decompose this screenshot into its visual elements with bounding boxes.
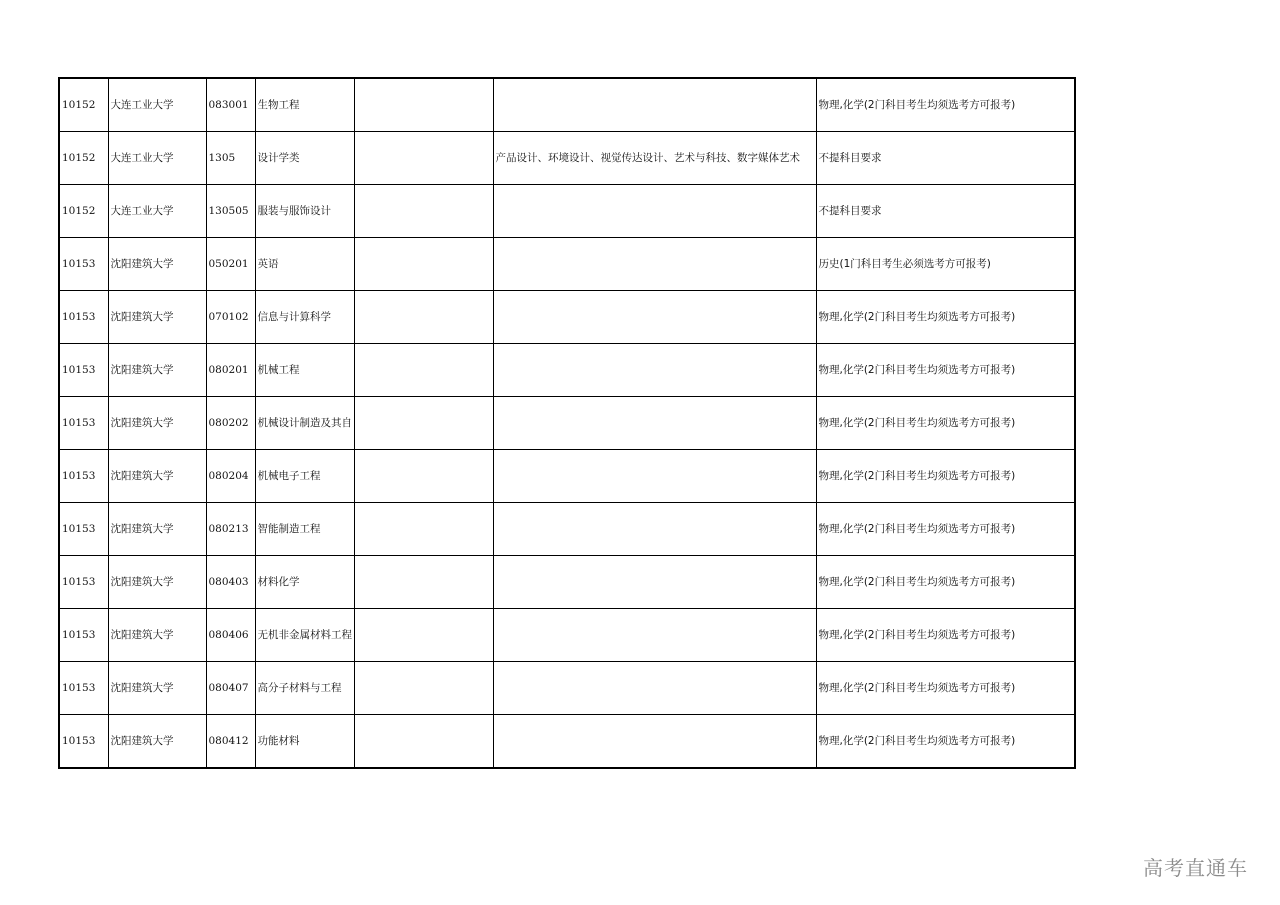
included-majors-cell xyxy=(493,715,816,769)
subject-requirement-cell: 物理,化学(2门科目考生均须选考方可报考) xyxy=(816,344,1075,397)
included-majors-cell xyxy=(493,78,816,132)
school-code-cell: 10152 xyxy=(59,132,108,185)
major-code-cell: 080202 xyxy=(206,397,255,450)
major-name-cell: 机械电子工程 xyxy=(255,450,354,503)
table-row xyxy=(59,503,1075,556)
school-name-cell: 沈阳建筑大学 xyxy=(108,503,206,556)
major-name-cell: 无机非金属材料工程 xyxy=(255,609,354,662)
major-name-cell: 设计学类 xyxy=(255,132,354,185)
school-name-cell: 沈阳建筑大学 xyxy=(108,397,206,450)
major-code-cell: 130505 xyxy=(206,185,255,238)
school-name-cell: 沈阳建筑大学 xyxy=(108,450,206,503)
major-name-cell: 服装与服饰设计 xyxy=(255,185,354,238)
blank-cell xyxy=(354,397,493,450)
school-name-cell: 大连工业大学 xyxy=(108,132,206,185)
blank-cell xyxy=(354,238,493,291)
table-row xyxy=(59,556,1075,609)
table-row xyxy=(59,238,1075,291)
major-code-cell: 083001 xyxy=(206,78,255,132)
subject-requirement-cell: 不提科目要求 xyxy=(816,132,1075,185)
subject-requirement-cell: 历史(1门科目考生必须选考方可报考) xyxy=(816,238,1075,291)
blank-cell xyxy=(354,291,493,344)
major-name-cell: 生物工程 xyxy=(255,78,354,132)
major-name-cell: 材料化学 xyxy=(255,556,354,609)
blank-cell xyxy=(354,715,493,769)
blank-cell xyxy=(354,344,493,397)
table-row xyxy=(59,715,1075,769)
major-code-cell: 080403 xyxy=(206,556,255,609)
school-code-cell: 10153 xyxy=(59,291,108,344)
major-code-cell: 080407 xyxy=(206,662,255,715)
table-row xyxy=(59,609,1075,662)
school-code-cell: 10153 xyxy=(59,503,108,556)
school-code-cell: 10153 xyxy=(59,344,108,397)
blank-cell xyxy=(354,78,493,132)
school-name-cell: 大连工业大学 xyxy=(108,78,206,132)
subject-requirement-cell: 物理,化学(2门科目考生均须选考方可报考) xyxy=(816,450,1075,503)
included-majors-cell xyxy=(493,556,816,609)
subject-requirement-cell: 物理,化学(2门科目考生均须选考方可报考) xyxy=(816,662,1075,715)
major-name-cell: 高分子材料与工程 xyxy=(255,662,354,715)
included-majors-cell xyxy=(493,662,816,715)
subject-requirement-cell: 物理,化学(2门科目考生均须选考方可报考) xyxy=(816,609,1075,662)
major-code-cell: 080406 xyxy=(206,609,255,662)
subject-requirement-cell: 不提科目要求 xyxy=(816,185,1075,238)
major-name-cell: 英语 xyxy=(255,238,354,291)
subject-requirement-cell: 物理,化学(2门科目考生均须选考方可报考) xyxy=(816,503,1075,556)
school-name-cell: 沈阳建筑大学 xyxy=(108,238,206,291)
school-code-cell: 10152 xyxy=(59,78,108,132)
major-name-cell: 智能制造工程 xyxy=(255,503,354,556)
major-code-cell: 050201 xyxy=(206,238,255,291)
table-row xyxy=(59,185,1075,238)
blank-cell xyxy=(354,503,493,556)
subject-requirement-cell: 物理,化学(2门科目考生均须选考方可报考) xyxy=(816,715,1075,769)
school-code-cell: 10153 xyxy=(59,450,108,503)
table-body xyxy=(59,78,1075,768)
included-majors-cell xyxy=(493,397,816,450)
major-code-cell: 070102 xyxy=(206,291,255,344)
school-name-cell: 大连工业大学 xyxy=(108,185,206,238)
included-majors-cell xyxy=(493,344,816,397)
included-majors-cell xyxy=(493,238,816,291)
school-code-cell: 10153 xyxy=(59,397,108,450)
blank-cell xyxy=(354,662,493,715)
subject-requirement-cell: 物理,化学(2门科目考生均须选考方可报考) xyxy=(816,78,1075,132)
watermark: 高考直通车 xyxy=(1143,856,1248,880)
included-majors-cell xyxy=(493,503,816,556)
included-majors-cell xyxy=(493,450,816,503)
major-name-cell: 信息与计算科学 xyxy=(255,291,354,344)
table-row xyxy=(59,78,1075,132)
table-row xyxy=(59,397,1075,450)
included-majors-cell xyxy=(493,609,816,662)
blank-cell xyxy=(354,185,493,238)
school-name-cell: 沈阳建筑大学 xyxy=(108,556,206,609)
major-name-cell: 功能材料 xyxy=(255,715,354,769)
major-name-cell: 机械工程 xyxy=(255,344,354,397)
school-code-cell: 10153 xyxy=(59,715,108,769)
major-code-cell: 080412 xyxy=(206,715,255,769)
subject-requirement-cell: 物理,化学(2门科目考生均须选考方可报考) xyxy=(816,291,1075,344)
included-majors-cell xyxy=(493,185,816,238)
school-name-cell: 沈阳建筑大学 xyxy=(108,291,206,344)
school-name-cell: 沈阳建筑大学 xyxy=(108,662,206,715)
major-code-cell: 080201 xyxy=(206,344,255,397)
school-code-cell: 10152 xyxy=(59,185,108,238)
major-code-cell: 080204 xyxy=(206,450,255,503)
table-row xyxy=(59,662,1075,715)
subject-requirement-cell: 物理,化学(2门科目考生均须选考方可报考) xyxy=(816,556,1075,609)
requirements-table xyxy=(58,77,1076,769)
table-row xyxy=(59,132,1075,185)
school-code-cell: 10153 xyxy=(59,556,108,609)
school-code-cell: 10153 xyxy=(59,609,108,662)
blank-cell xyxy=(354,132,493,185)
included-majors-cell xyxy=(493,291,816,344)
major-name-cell: 机械设计制造及其自 xyxy=(255,397,354,450)
table-row xyxy=(59,344,1075,397)
blank-cell xyxy=(354,450,493,503)
school-code-cell: 10153 xyxy=(59,238,108,291)
major-code-cell: 1305 xyxy=(206,132,255,185)
table-row xyxy=(59,450,1075,503)
school-code-cell: 10153 xyxy=(59,662,108,715)
school-name-cell: 沈阳建筑大学 xyxy=(108,609,206,662)
subject-requirement-cell: 物理,化学(2门科目考生均须选考方可报考) xyxy=(816,397,1075,450)
included-majors-cell: 产品设计、环境设计、视觉传达设计、艺术与科技、数字媒体艺术 xyxy=(493,132,816,185)
major-code-cell: 080213 xyxy=(206,503,255,556)
school-name-cell: 沈阳建筑大学 xyxy=(108,344,206,397)
blank-cell xyxy=(354,556,493,609)
table-row xyxy=(59,291,1075,344)
blank-cell xyxy=(354,609,493,662)
school-name-cell: 沈阳建筑大学 xyxy=(108,715,206,769)
